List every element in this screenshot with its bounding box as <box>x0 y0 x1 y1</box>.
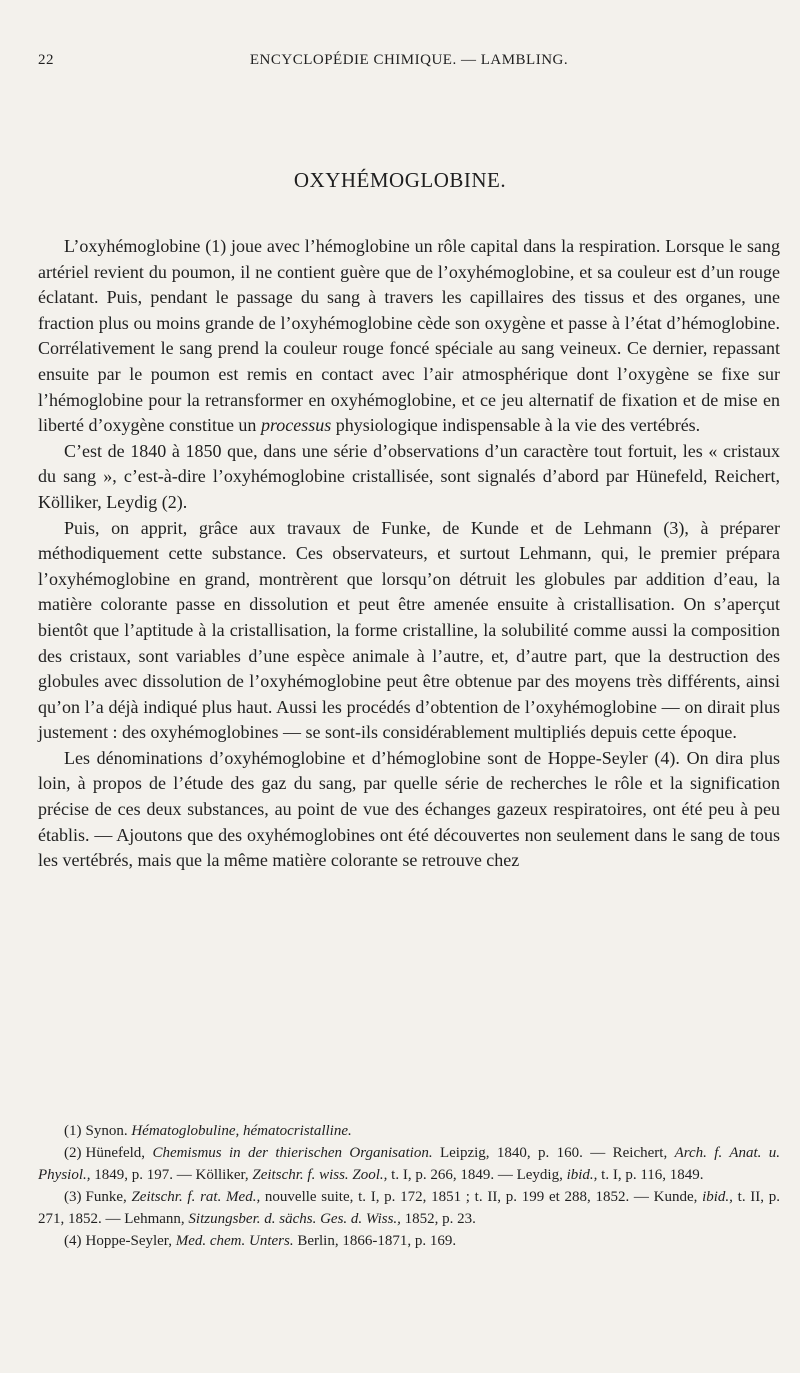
footnote-text: Hoppe-Seyler, <box>85 1233 176 1249</box>
footnote-text: 1849, p. 197. — Kölliker, <box>90 1167 253 1183</box>
footnote-text: Hünefeld, <box>85 1145 153 1161</box>
footnote-text: t. I, p. 266, 1849. — Leydig, <box>387 1167 567 1183</box>
footnote-emphasis: Chemismus in der thierischen Organisation. <box>152 1145 433 1161</box>
footnote-emphasis: ibid., <box>702 1189 733 1205</box>
footnote-number: (2) <box>64 1145 82 1161</box>
page-number: 22 <box>38 52 54 68</box>
paragraph: Les dénominations d’oxyhémoglobine et d’hémoglobine sont de Hoppe-Seyler (4). On dira plus loin, à propos de l’étude des gaz du sang, par quelle série de recherches le rôle et la signification précise de ces deux substances, au point de vue des échanges gazeux respiratoires, ont été peu à peu établis. — Ajoutons que des oxyhémoglobines ont été découvertes non seulement dans le sang de tous les vertébrés, mais que la même matière colorante se retrouve chez <box>38 747 780 871</box>
footnote-number: (4) <box>64 1233 82 1249</box>
footnote-text: nouvelle suite, t. I, p. 172, 1851 ; t. II, p. 199 et 288, 1852. — Kunde, <box>260 1189 703 1205</box>
footnote-text: Leipzig, 1840, p. 160. — Reichert, <box>432 1145 675 1161</box>
footnote-text: Funke, <box>85 1189 132 1205</box>
footnote-text: t. I, p. 116, 1849. <box>597 1167 704 1183</box>
paragraph: Puis, on apprit, grâce aux travaux de Funke, de Kunde et de Lehmann (3), à préparer méthodiquement cette substance. Ces observateurs, et surtout Lehmann, qui, le premier prépara l’oxyhémoglobine en grand, montrèrent que lorsqu’on détruit les globules par addition d’eau, la matière colorante passe en dissolution et peut être amenée ensuite à cristallisation. On s’aperçut bientôt que l’aptitude à la cristallisation, la forme cristalline, la solubilité comme aussi la composition des cristaux, sont variables d’une espèce animale à l’autre, et, d’autre part, que la destruction des globules avec dissolution de l’oxyhémoglobine peut être obtenue par des moyens très différents, ainsi qu’on l’a déjà indiqué plus haut. Aussi les procédés d’obtention de l’oxyhémoglobine — on dirait plus justement : des oxyhémoglobines — se sont-ils considérablement multipliés depuis cette époque. <box>38 517 780 743</box>
footnotes <box>38 1120 780 1252</box>
footnote-number: (3) <box>64 1189 82 1205</box>
body-text <box>38 234 780 874</box>
footnote-emphasis: Zeitschr. f. rat. Med., <box>131 1189 261 1205</box>
footnote-text: 1852, p. 23. <box>400 1211 476 1227</box>
footnote-emphasis: Arch. f. Anat. u. Physiol., <box>38 1145 781 1183</box>
footnote-emphasis: Zeitschr. f. wiss. Zool., <box>252 1167 388 1183</box>
footnote-emphasis: Sitzungsber. d. sächs. Ges. d. Wiss., <box>188 1211 401 1227</box>
footnote <box>38 1186 780 1230</box>
footnote-text: t. II, p. 271, 1852. — Lehmann, <box>38 1189 780 1227</box>
footnote <box>38 1142 780 1186</box>
footnote-emphasis: Med. chem. Unters. <box>175 1233 294 1249</box>
running-header <box>38 52 780 76</box>
footnote <box>38 1120 780 1142</box>
paragraph: C’est de 1840 à 1850 que, dans une série d’observations d’un caractère tout fortuit, les « cristaux du sang », c’est-à-dire l’oxyhémoglobine cristallisée, sont signalés d’abord par Hünefeld, Reichert, Kölliker, Leydig (2). <box>38 440 780 512</box>
paragraph <box>38 234 780 439</box>
footnote-text: Synon. <box>85 1123 132 1139</box>
paragraph-text: physiologique indispensable à la vie des vertébrés. <box>331 415 701 436</box>
footnote <box>38 1230 780 1252</box>
emphasis-text: processus <box>260 415 332 436</box>
footnote-number: (1) <box>64 1123 82 1139</box>
running-title: ENCYCLOPÉDIE CHIMIQUE. — LAMBLING. <box>249 52 569 68</box>
footnote-text: Berlin, 1866-1871, p. 169. <box>293 1233 457 1249</box>
section-title: OXYHÉMOGLOBINE. <box>293 168 507 192</box>
footnote-emphasis: Hématoglobuline, hématocristalline. <box>131 1123 352 1139</box>
paragraph-text: L’oxyhémoglobine (1) joue avec l’hémoglobine un rôle capital dans la respiration. Lorsque le sang artériel revient du poumon, il ne contient guère que de l’oxyhémoglobine, et sa couleur est d’un rouge éclatant. Puis, pendant le passage du sang à travers les capillaires des tissus et des organes, une fraction plus ou moins grande de l’oxyhémoglobine cède son oxygène et passe à l’état d’hémoglobine. Corrélativement le sang prend la couleur rouge foncé spéciale au sang veineux. Ce dernier, repassant ensuite par le poumon est remis en contact avec l’air atmosphérique dont l’oxygène se fixe sur l’hémoglobine pour la retransformer en oxyhémoglobine, et ce jeu alternatif de fixation et de mise en liberté d’oxygène constitue un <box>38 236 780 436</box>
footnote-emphasis: ibid., <box>566 1167 598 1183</box>
